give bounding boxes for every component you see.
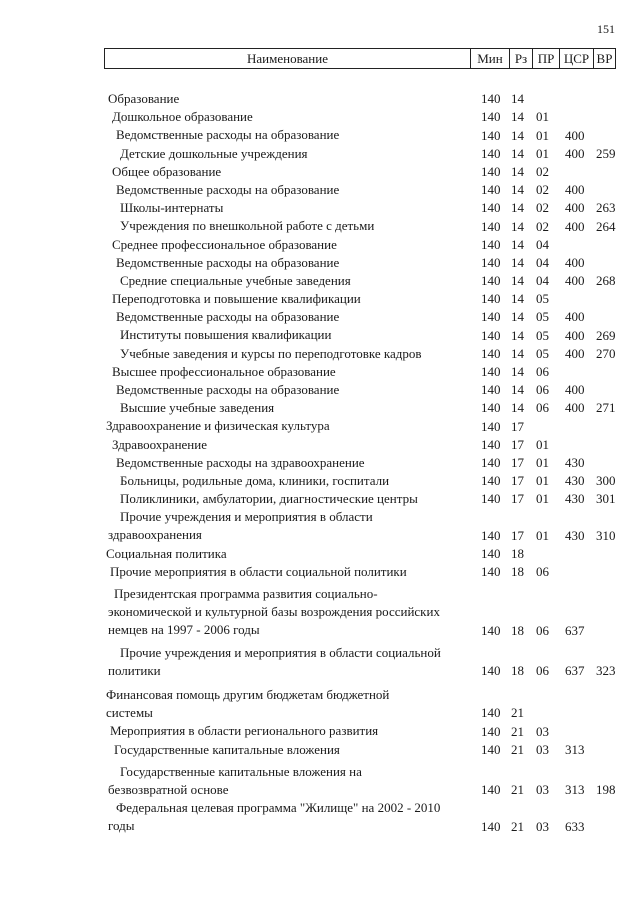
code-pr: 06 [536,564,549,580]
row-name-line: Ведомственные расходы на здравоохранение [116,454,365,470]
code-csr: 400 [565,400,585,416]
code-pr: 03 [536,723,549,739]
code-min: 140 [481,273,501,289]
code-rz: 14 [511,200,524,216]
header-csr: ЦСР [559,49,593,68]
code-vr: 301 [596,491,616,507]
table-row [0,741,640,759]
code-rz: 14 [511,364,524,379]
code-rz: 21 [511,723,524,739]
code-rz: 17 [511,418,524,434]
row-name-line: экономической и культурной базы возрождения российских [108,604,440,620]
code-rz: 14 [511,163,524,179]
table-row [0,472,640,490]
code-rz: 18 [511,545,524,561]
code-rz: 21 [511,741,524,757]
code-rz: 14 [511,109,524,125]
code-csr: 313 [565,741,585,757]
code-pr: 03 [536,741,549,757]
row-name-line: Среднее профессиональное образование [112,236,337,252]
row-name-line: немцев на 1997 - 2006 годы [108,622,260,638]
header-vr: ВР [593,49,615,68]
row-name-line: Мероприятия в области регионального развития [110,723,379,739]
code-rz: 17 [511,491,524,507]
code-min: 140 [481,622,501,638]
code-min: 140 [481,345,501,361]
table-row [0,644,640,680]
table-row [0,381,640,399]
table-row [0,563,640,581]
code-pr: 01 [536,145,549,161]
code-pr: 01 [536,127,549,143]
code-min: 140 [481,309,501,325]
code-vr: 264 [596,218,616,234]
code-pr: 04 [536,254,549,270]
table-row [0,199,640,217]
code-vr: 271 [596,400,616,416]
row-codes [0,418,640,436]
row-codes [0,472,640,490]
table-row [0,363,640,381]
code-min: 140 [481,291,501,307]
row-name-line: Учреждения по внешкольной работе с детьми [120,218,375,234]
row-codes [0,236,640,254]
code-min: 140 [481,545,501,561]
table-row [0,326,640,344]
row-name-line: Прочие учреждения и мероприятия в области [120,509,373,525]
code-rz: 14 [511,145,524,161]
code-pr: 02 [536,163,549,179]
code-csr: 430 [565,473,585,489]
row-codes [0,662,640,680]
row-codes [0,622,640,640]
code-csr: 400 [565,254,585,270]
code-rz: 17 [511,436,524,452]
row-codes [0,327,640,345]
row-name-line: Средние специальные учебные заведения [120,272,351,288]
code-min: 140 [481,818,501,834]
code-min: 140 [481,741,501,757]
table-body [0,90,640,836]
table-row [0,454,640,472]
code-vr: 268 [596,273,616,289]
code-pr: 04 [536,236,549,252]
code-pr: 05 [536,327,549,343]
code-rz: 21 [511,782,524,798]
code-rz: 17 [511,473,524,489]
code-pr: 06 [536,622,549,638]
table-row [0,181,640,199]
code-pr: 01 [536,454,549,470]
row-codes [0,363,640,381]
code-pr: 02 [536,182,549,198]
table-row [0,686,640,722]
row-codes [0,399,640,417]
row-name-line: Государственные капитальные вложения на [120,763,362,779]
code-min: 140 [481,491,501,507]
row-name-line: Образование [108,91,180,106]
table-row [0,799,640,835]
table-row [0,126,640,144]
table-row [0,163,640,181]
code-rz: 21 [511,818,524,834]
row-codes [0,127,640,145]
code-min: 140 [481,218,501,234]
table-row [0,436,640,454]
code-rz: 14 [511,254,524,270]
code-min: 140 [481,418,501,434]
row-name-line: системы [106,705,153,721]
row-name-line: годы [108,818,135,834]
table-row [0,545,640,563]
code-min: 140 [481,400,501,416]
row-name-line: Институты повышения квалификации [120,327,332,343]
row-codes [0,272,640,290]
code-pr: 02 [536,200,549,216]
header-pr: ПР [532,49,559,68]
row-name-line: Прочие учреждения и мероприятия в области социальной [120,644,441,660]
row-codes [0,163,640,181]
header-min: Мин [470,49,509,68]
code-pr: 06 [536,400,549,416]
row-name-line: Ведомственные расходы на образование [116,127,340,143]
row-name-line: политики [108,662,161,678]
table-header [104,48,616,69]
code-pr: 01 [536,473,549,489]
row-name-line: Ведомственные расходы на образование [116,309,340,325]
code-rz: 14 [511,236,524,252]
code-csr: 633 [565,818,585,834]
code-min: 140 [481,564,501,580]
code-rz: 14 [511,91,524,107]
code-min: 140 [481,382,501,398]
row-codes [0,181,640,199]
row-codes [0,563,640,581]
code-rz: 21 [511,705,524,721]
code-min: 140 [481,91,501,107]
code-vr: 310 [596,527,616,543]
code-rz: 18 [511,564,524,580]
code-pr: 05 [536,345,549,361]
row-name-line: Федеральная целевая программа "Жилище" на 2002 - 2010 [116,800,441,816]
code-rz: 18 [511,663,524,679]
code-min: 140 [481,527,501,543]
row-name-line: Больницы, родильные дома, клиники, госпитали [120,472,390,488]
code-csr: 400 [565,345,585,361]
code-min: 140 [481,182,501,198]
code-vr: 198 [596,782,616,798]
row-codes [0,345,640,363]
code-rz: 18 [511,622,524,638]
code-pr: 04 [536,273,549,289]
row-name-line: безвозвратной основе [108,781,229,797]
row-codes [0,108,640,126]
table-row [0,272,640,290]
row-codes [0,545,640,563]
code-rz: 14 [511,400,524,416]
code-vr: 300 [596,473,616,489]
table-row [0,290,640,308]
code-rz: 14 [511,382,524,398]
code-pr: 06 [536,663,549,679]
row-codes [0,381,640,399]
code-vr: 263 [596,200,616,216]
table-row [0,763,640,799]
row-codes [0,723,640,741]
row-name-line: Общее образование [112,163,222,179]
code-min: 140 [481,327,501,343]
table-row [0,417,640,435]
code-pr: 03 [536,782,549,798]
code-csr: 400 [565,182,585,198]
row-codes [0,199,640,217]
row-name-line: Прочие мероприятия в области социальной политики [110,563,407,579]
row-codes [0,145,640,163]
row-codes [0,704,640,722]
code-rz: 14 [511,182,524,198]
code-rz: 17 [511,527,524,543]
code-min: 140 [481,454,501,470]
code-csr: 430 [565,454,585,470]
table-row [0,399,640,417]
code-min: 140 [481,705,501,721]
row-name-line: Государственные капитальные вложения [114,741,340,757]
row-codes [0,490,640,508]
row-name-line: Здравоохранение [112,436,207,452]
code-csr: 400 [565,273,585,289]
code-min: 140 [481,254,501,270]
table-row [0,90,640,108]
code-rz: 17 [511,454,524,470]
row-codes [0,218,640,236]
code-rz: 14 [511,218,524,234]
row-codes [0,454,640,472]
code-rz: 14 [511,127,524,143]
row-name-line: Детские дошкольные учреждения [120,145,308,161]
code-min: 140 [481,109,501,125]
code-min: 140 [481,145,501,161]
code-min: 140 [481,364,501,379]
table-row [0,217,640,235]
table-row [0,722,640,740]
code-rz: 14 [511,327,524,343]
code-rz: 14 [511,291,524,307]
code-csr: 400 [565,145,585,161]
code-min: 140 [481,723,501,739]
code-pr: 01 [536,527,549,543]
row-codes [0,741,640,759]
code-csr: 637 [565,622,585,638]
code-min: 140 [481,663,501,679]
code-pr: 06 [536,382,549,398]
table-row [0,345,640,363]
row-name-line: Здравоохранение и физическая культура [106,418,330,434]
row-name-line: Социальная политика [106,545,227,561]
code-rz: 14 [511,309,524,325]
row-name-line: Дошкольное образование [112,109,253,125]
code-pr: 06 [536,364,549,379]
row-name-line: Финансовая помощь другим бюджетам бюджетной [106,687,390,703]
code-vr: 270 [596,345,616,361]
table-row [0,145,640,163]
row-name-line: Высшие учебные заведения [120,400,275,416]
code-csr: 400 [565,218,585,234]
table-row [0,236,640,254]
page-number: 151 [597,22,615,36]
code-csr: 400 [565,382,585,398]
code-pr: 05 [536,309,549,325]
code-rz: 14 [511,345,524,361]
header-name: Наименование [247,50,328,66]
row-name-line: Высшее профессиональное образование [112,363,336,379]
row-codes [0,527,640,545]
code-min: 140 [481,127,501,143]
row-codes [0,254,640,272]
row-name-line: Ведомственные расходы на образование [116,254,340,270]
header-rz: Рз [509,49,532,68]
code-pr: 01 [536,436,549,452]
table-row [0,308,640,326]
row-name-line: Переподготовка и повышение квалификации [112,291,361,307]
row-codes [0,90,640,108]
code-min: 140 [481,200,501,216]
row-name-line: Президентская программа развития социально- [114,586,378,602]
code-pr: 03 [536,818,549,834]
row-name-line: здравоохранения [108,527,202,543]
row-name-line: Ведомственные расходы на образование [116,181,340,197]
code-csr: 400 [565,327,585,343]
table-row [0,108,640,126]
row-codes [0,781,640,799]
code-pr: 02 [536,218,549,234]
table-row [0,508,640,544]
code-vr: 269 [596,327,616,343]
code-csr: 637 [565,663,585,679]
code-min: 140 [481,236,501,252]
code-csr: 430 [565,491,585,507]
code-pr: 05 [536,291,549,307]
table-row [0,254,640,272]
row-name-line: Школы-интернаты [120,200,224,216]
code-csr: 313 [565,782,585,798]
row-codes [0,308,640,326]
code-csr: 430 [565,527,585,543]
code-min: 140 [481,163,501,179]
code-rz: 14 [511,273,524,289]
row-name-line: Учебные заведения и курсы по переподготовке кадров [120,345,422,361]
row-codes [0,290,640,308]
code-min: 140 [481,473,501,489]
code-csr: 400 [565,200,585,216]
row-codes [0,436,640,454]
code-vr: 259 [596,145,616,161]
row-name-line: Ведомственные расходы на образование [116,382,340,397]
code-min: 140 [481,436,501,452]
table-row [0,585,640,640]
row-name-line: Поликлиники, амбулатории, диагностические центры [120,491,418,507]
code-vr: 323 [596,663,616,679]
code-csr: 400 [565,309,585,325]
code-pr: 01 [536,109,549,125]
code-min: 140 [481,782,501,798]
code-csr: 400 [565,127,585,143]
code-pr: 01 [536,491,549,507]
row-codes [0,818,640,836]
table-row [0,490,640,508]
